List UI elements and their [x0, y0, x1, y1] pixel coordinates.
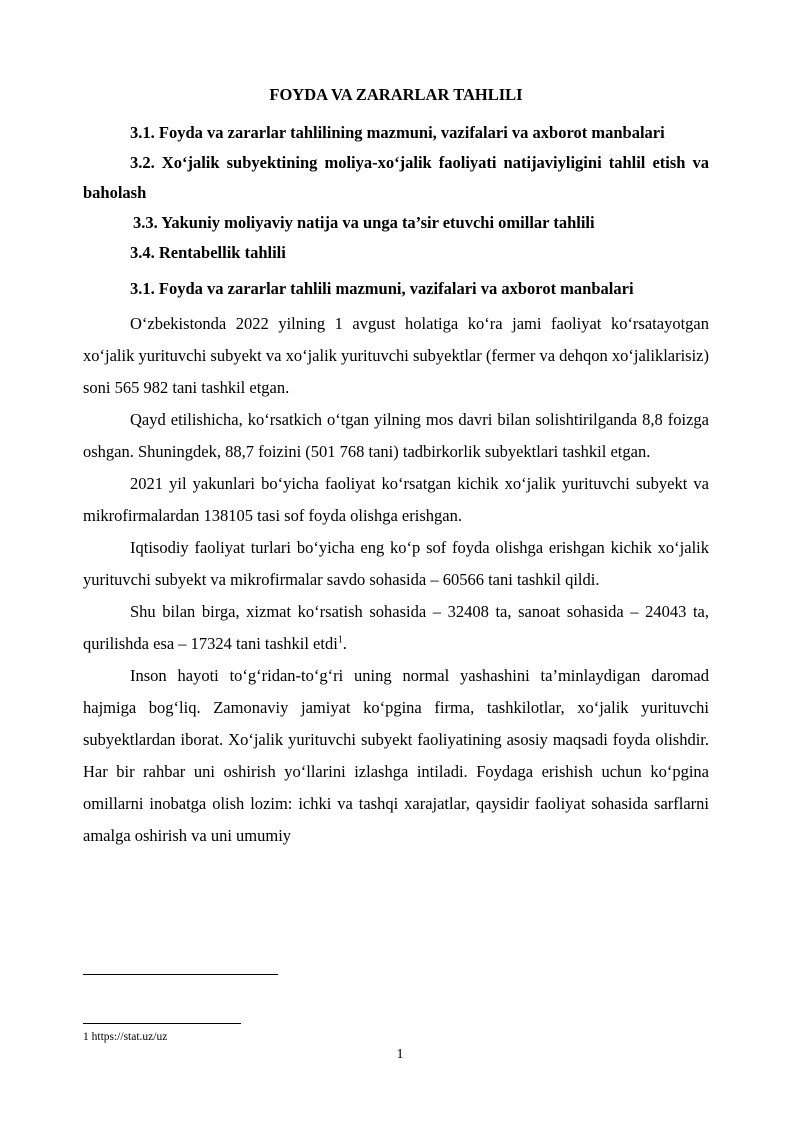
paragraph-6: Inson hayoti to‘g‘ridan-to‘g‘ri uning normal yashashini ta’minlaydigan daromad hajmiga bog‘liq. Zamonaviy jamiyat ko‘pgina firma, tashkilotlar, xo‘jalik yurituvchi subyektlardan iborat. Xo‘jalik yurituvchi subyekt faoliyatining asosiy maqsadi foyda olishdir. Har bir rahbar uni oshirish yo‘llarini izlashga intiladi. Foydaga erishish uchun ko‘pgina omillarni inobatga olish lozim: ichki va tashqi xarajatlar, qaysidir faoliyat sohasida sarflarni amalga oshirish va uni umumiy: [83, 666, 709, 845]
section-heading: 3.1. Foyda va zararlar tahlili mazmuni, vazifalari va axborot manbalari: [130, 279, 634, 298]
toc-item-3-4: 3.4. Rentabellik tahlili: [130, 243, 286, 262]
paragraph-5-end: .: [342, 634, 347, 653]
text-end-rule: [83, 974, 278, 975]
paragraph-1: O‘zbekistonda 2022 yilning 1 avgust holatiga ko‘ra jami faoliyat ko‘rsatayotgan xo‘jalik yurituvchi subyekt va xo‘jalik yurituvchi subyektlar (fermer va dehqon xo‘jaliklarisiz) soni 565 982 tani tashkil etgan.: [83, 314, 709, 397]
footnote-text: 1 https://stat.uz/uz: [83, 1031, 168, 1043]
page-number: 1: [396, 1047, 404, 1062]
toc-item-3-1: 3.1. Foyda va zararlar tahlilining mazmuni, vazifalari va axborot manbalari: [130, 123, 665, 142]
paragraph-4: Iqtisodiy faoliyat turlari bo‘yicha eng ko‘p sof foyda olishga erishgan kichik xo‘jalik yurituvchi subyekt va mikrofirmalar savdo sohasida – 60566 tani tashkil qildi.: [83, 538, 709, 589]
paragraph-5-text: Shu bilan birga, xizmat ko‘rsatish sohasida – 32408 ta, sanoat sohasida – 24043 ta, qurilishda esa – 17324 tani tashkil etdi: [83, 602, 709, 653]
document-title: FOYDA VA ZARARLAR TAHLILI: [269, 85, 523, 104]
footnote-reference[interactable]: 1: [337, 634, 343, 646]
paragraph-5: [83, 596, 709, 660]
toc-item-3-2: 3.2. Xo‘jalik subyektining moliya-xo‘jalik faoliyati natijaviyligini tahlil etish va baholash: [83, 153, 709, 202]
toc-item-3-3: 3.3. Yakuniy moliyaviy natija va unga ta’sir etuvchi omillar tahlili: [133, 213, 595, 232]
footnote-separator: [83, 1023, 241, 1024]
page-content: [83, 82, 709, 852]
paragraph-3: 2021 yil yakunlari bo‘yicha faoliyat ko‘rsatgan kichik xo‘jalik yurituvchi subyekt va mikrofirmalardan 138105 tasi sof foyda olishga erishgan.: [83, 474, 709, 525]
paragraph-2: Qayd etilishicha, ko‘rsatkich o‘tgan yilning mos davri bilan solishtirilganda 8,8 foizga oshgan. Shuningdek, 88,7 foizini (501 768 tani) tadbirkorlik subyektlari tashkil etgan.: [83, 410, 709, 461]
